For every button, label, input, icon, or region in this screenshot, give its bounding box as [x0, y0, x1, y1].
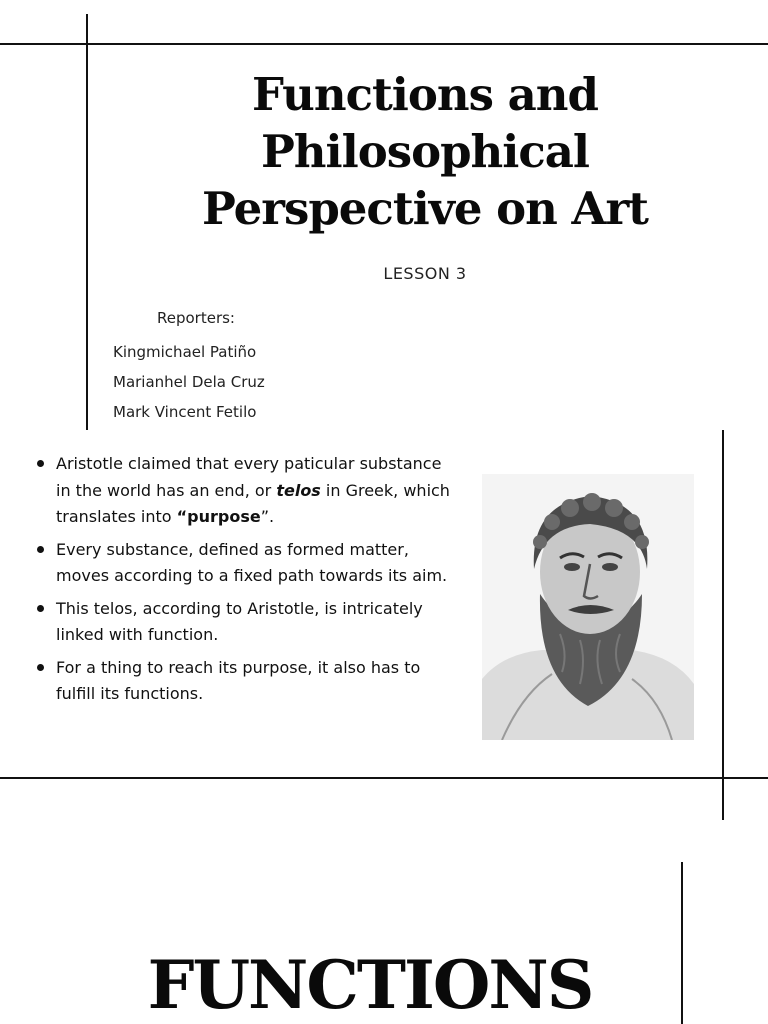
reporter-name: Mark Vincent Fetilo — [113, 403, 257, 421]
title-line-1: Functions and — [252, 68, 598, 121]
reporters-heading: Reporters: — [157, 309, 235, 327]
bullet-item: This telos, according to Aristotle, is intricately linked with function. — [34, 596, 454, 649]
title-line-2: Philosophical — [260, 125, 590, 178]
title-line-3: Perspective on Art — [202, 182, 648, 235]
middle-horizontal-rule — [0, 777, 768, 779]
bullet-dot-icon — [37, 460, 44, 467]
bottom-vertical-rule — [681, 862, 683, 1024]
bullet-dot-icon — [37, 605, 44, 612]
right-vertical-rule — [722, 430, 724, 820]
reporter-name: Marianhel Dela Cruz — [113, 373, 265, 391]
page-title — [100, 66, 750, 237]
bullet-dot-icon — [37, 546, 44, 553]
left-vertical-rule — [86, 14, 88, 430]
bullet-list — [34, 451, 454, 714]
bullet-item: Aristotle claimed that every paticular substance in the world has an end, or telos in Greek, which translates into “purpose”. — [34, 451, 454, 531]
reporters-list — [113, 337, 265, 427]
telos-term: telos — [276, 480, 321, 500]
purpose-term: “purpose — [176, 507, 261, 526]
lesson-label: LESSON 3 — [383, 264, 467, 283]
reporter-name: Kingmichael Patiño — [113, 343, 257, 361]
top-horizontal-rule — [0, 43, 768, 45]
bullet-item: Every substance, defined as formed matter, moves according to a fixed path towards its aim. — [34, 537, 454, 590]
functions-heading: FUNCTIONS — [147, 946, 593, 1024]
aristotle-bust-image — [482, 474, 694, 740]
bullet-dot-icon — [37, 664, 44, 671]
bullet-item: For a thing to reach its purpose, it also has to fulfill its functions. — [34, 655, 454, 708]
